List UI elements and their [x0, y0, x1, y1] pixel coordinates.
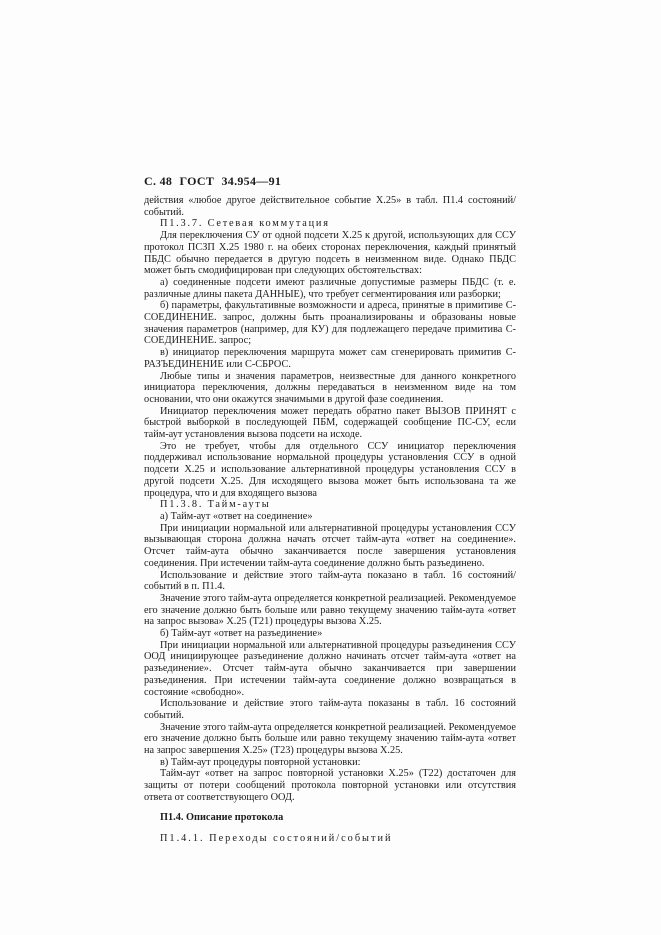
section-heading: П1.4.1. Переходы состояний/событий: [160, 833, 393, 845]
paragraph: Использование и действие этого тайм-аута показано в табл. 16 состояний/событий в п. П1.4.: [144, 569, 516, 593]
paragraph: Любые типы и значения параметров, неизвестные для данного конкретного инициатора переключения, должны передаваться в неизменном виде на том основании, что они окажутся значимыми в другой фазе соединения.: [144, 370, 516, 405]
subsection-heading: в) Тайм-аут процедуры повторной установки:: [160, 756, 361, 768]
paragraph: При инициации нормальной или альтернативной процедуры разъединения ССУ ООД инициирующее разъединение должно начинать отсчет тайм-аута «ответ на разъединение». Отсчет тайм-аута обычно заканчивается при завершении разъединения. При истечении тайм-аута соединение должно возвращаться в состояние «свободно».: [144, 639, 516, 698]
page-header: [144, 174, 285, 189]
standard-number: 34.954—91: [221, 174, 282, 188]
paragraph: действия «любое другое действительное событие X.25» в табл. П1.4 состояний/событий.: [144, 195, 516, 218]
subsection-heading: а) Тайм-аут «ответ на соединение»: [160, 510, 313, 522]
paragraph: Значение этого тайм-аута определяется конкретной реализацией. Рекомендуемое его значение должно быть больше или равно текущему значению тайм-аута «ответ на запрос завершения X.25» (Т23) процедуры вызова X.25.: [144, 721, 516, 757]
list-item: в) инициатор переключения маршрута может сам сгенерировать примитив С-РАЗЪЕДИНЕНИЕ или С-СБРОС.: [144, 347, 516, 370]
paragraph: Использование и действие этого тайм-аута показаны в табл. 16 состояний событий.: [144, 698, 516, 721]
list-item: а) соединенные подсети имеют различные допустимые размеры ПБДС (т. е. различные длины пакета ДАННЫЕ), что требует сегментирования или разборки;: [144, 276, 516, 300]
paragraph: Тайм-аут «ответ на запрос повторной установки X.25» (Т22) достаточен для защиты от потери сообщений протокола повторной установки или отсутствия ответа от соответствующего ООД.: [144, 768, 516, 803]
page-number: С. 48: [144, 174, 173, 188]
list-item: б) параметры, факультативные возможности и адреса, принятые в примитиве С-СОЕДИНЕНИЕ. запрос, должны быть проанализированы и образованы новые значения параметров (например, для КУ) для подлежащего передаче примитива С-СОЕДИНЕНИЕ. запрос;: [144, 300, 516, 347]
section-heading: П1.3.8. Тайм-ауты: [160, 499, 271, 511]
paragraph: Инициатор переключения может передать обратно пакет ВЫЗОВ ПРИНЯТ с быстрой выборкой в последующей ПБМ, содержащей сообщение ПС-СУ, если тайм-аут установления вызова подсети на исходе.: [144, 405, 516, 441]
section-heading: П1.4. Описание протокола: [160, 811, 284, 823]
paragraph: При инициации нормальной или альтернативной процедуры установления ССУ вызывающая сторона должна начать отсчет тайм-аута «ответ на соединение». Отсчет тайм-аута обычно заканчивается после завершения установления соединения. При истечении тайм-аута соединение должно быть разъединено.: [144, 522, 516, 569]
subsection-heading: б) Тайм-аут «ответ на разъединение»: [160, 628, 323, 640]
paragraph: Для переключения СУ от одной подсети X.25 к другой, использующих для ССУ протокол ПСЗП X.25 1980 г. на обеих сторонах переключения, каждый принятый ПБДС обычно передается в другую подсеть в неизменном виде. Однако ПБДС может быть смодифицирован при следующих обстоятельствах:: [144, 230, 516, 277]
paragraph: Значение этого тайм-аута определяется конкретной реализацией. Рекомендуемое его значение должно быть больше или равно текущему значению тайм-аута «ответ на запрос вызова» X.25 (Т21) процедуры вызова X.25.: [144, 592, 516, 628]
standard-name: ГОСТ: [179, 174, 215, 188]
section-heading: П1.3.7. Сетевая коммутация: [160, 218, 330, 230]
paragraph: Это не требует, чтобы для отдельного ССУ инициатор переключения поддерживал использование нормальной процедуры установления ССУ в одной подсети X.25 и использование альтернативной процедуры установления ССУ в другой подсети X.25. Для исходящего вызова может быть использована та же процедура, что и для входящего вызова: [144, 440, 516, 499]
document-body: [144, 195, 516, 845]
